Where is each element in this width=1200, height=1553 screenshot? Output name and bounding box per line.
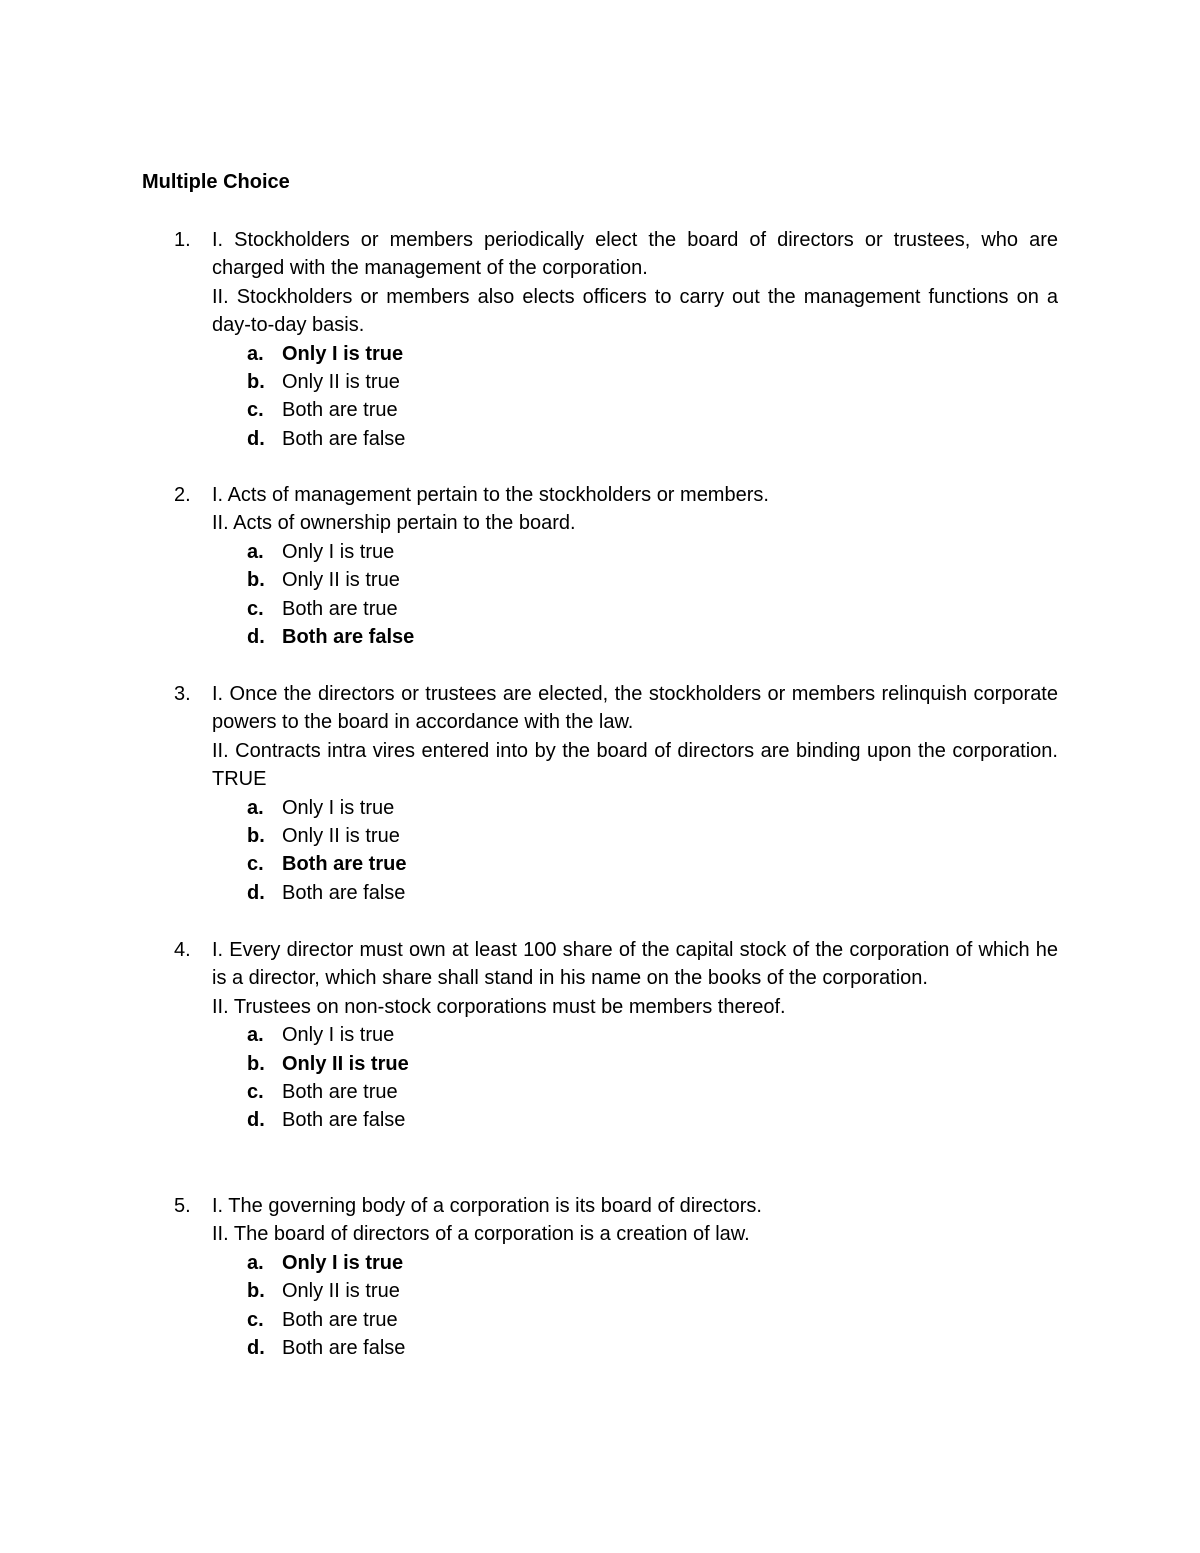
option-letter: d. bbox=[247, 625, 265, 648]
option-text: Both are false bbox=[282, 625, 415, 648]
option-letter: c. bbox=[247, 399, 264, 422]
question-body bbox=[212, 936, 1058, 1135]
option-letter: a. bbox=[247, 1251, 264, 1274]
option-letter: c. bbox=[247, 853, 264, 876]
question-body bbox=[212, 481, 1058, 651]
question-number: 2. bbox=[174, 484, 191, 506]
option-letter: d. bbox=[247, 881, 265, 904]
option-text: Both are true bbox=[282, 597, 398, 620]
option-letter: a. bbox=[247, 540, 264, 563]
statement-two: II. The board of directors of a corporation is a creation of law. bbox=[212, 1223, 750, 1246]
answer-option-d bbox=[212, 1334, 1058, 1362]
answer-option-b bbox=[212, 1050, 1058, 1078]
option-text: Both are true bbox=[282, 1081, 398, 1103]
option-letter: c. bbox=[247, 1081, 264, 1103]
statement-two: II. Stockholders or members also elects officers to carry out the management functions on a day-to-day basis. bbox=[212, 285, 1058, 337]
option-letter: c. bbox=[247, 597, 264, 620]
option-text: Only I is true bbox=[282, 540, 395, 563]
statement-one: I. Every director must own at least 100 share of the capital stock of the corporation of which he is a director, which share shall stand in his name on the books of the corporation. bbox=[212, 939, 1058, 990]
answer-options bbox=[212, 1249, 1058, 1363]
option-letter: d. bbox=[247, 1109, 265, 1132]
option-letter: b. bbox=[247, 825, 265, 848]
question-body bbox=[212, 1192, 1058, 1362]
document-heading: Multiple Choice bbox=[142, 171, 290, 193]
option-letter: b. bbox=[247, 1280, 265, 1303]
answer-option-a bbox=[212, 1249, 1058, 1277]
answer-option-a bbox=[212, 538, 1058, 566]
answer-options bbox=[212, 340, 1058, 454]
answer-option-d bbox=[212, 1106, 1058, 1134]
answer-option-b bbox=[212, 822, 1058, 850]
statement-one: I. The governing body of a corporation is its board of directors. bbox=[212, 1195, 762, 1217]
statement-two: II. Trustees on non-stock corporations must be members thereof. bbox=[212, 995, 786, 1018]
option-text: Only I is true bbox=[282, 1024, 395, 1047]
option-text: Only II is true bbox=[282, 371, 400, 394]
answer-option-b bbox=[212, 566, 1058, 594]
answer-option-d bbox=[212, 879, 1058, 907]
option-text: Only II is true bbox=[282, 1280, 400, 1303]
answer-option-d bbox=[212, 425, 1058, 453]
option-letter: c. bbox=[247, 1308, 264, 1331]
option-letter: d. bbox=[247, 1336, 265, 1359]
option-text: Only II is true bbox=[282, 1052, 409, 1075]
option-letter: d. bbox=[247, 427, 265, 450]
option-text: Both are true bbox=[282, 399, 398, 422]
question-number: 5. bbox=[174, 1195, 191, 1217]
option-text: Both are false bbox=[282, 1336, 406, 1359]
answer-option-c bbox=[212, 1306, 1058, 1334]
statement-one: I. Stockholders or members periodically elect the board of directors or trustees, who are charged with the management of the corporation. bbox=[212, 229, 1058, 280]
option-text: Only II is true bbox=[282, 569, 400, 592]
answer-option-a bbox=[212, 1021, 1058, 1049]
option-text: Only I is true bbox=[282, 1251, 404, 1274]
answer-option-d bbox=[212, 623, 1058, 651]
answer-option-c bbox=[212, 396, 1058, 424]
answer-option-a bbox=[212, 340, 1058, 368]
option-letter: a. bbox=[247, 342, 264, 365]
option-text: Both are true bbox=[282, 1308, 398, 1331]
option-letter: b. bbox=[247, 569, 265, 592]
answer-option-c bbox=[212, 850, 1058, 878]
option-letter: a. bbox=[247, 1024, 264, 1047]
option-letter: a. bbox=[247, 796, 264, 819]
answer-options bbox=[212, 794, 1058, 908]
option-text: Both are false bbox=[282, 1109, 406, 1132]
question-number: 4. bbox=[174, 939, 191, 961]
answer-options bbox=[212, 538, 1058, 652]
option-letter: b. bbox=[247, 371, 265, 394]
option-text: Both are false bbox=[282, 881, 406, 904]
answer-options bbox=[212, 1021, 1058, 1135]
option-text: Only I is true bbox=[282, 796, 395, 819]
option-text: Only II is true bbox=[282, 825, 400, 848]
option-text: Only I is true bbox=[282, 342, 404, 365]
answer-option-b bbox=[212, 1277, 1058, 1305]
statement-one: I. Once the directors or trustees are elected, the stockholders or members relinquish corporate powers to the board in accordance with the law. bbox=[212, 683, 1058, 734]
answer-option-b bbox=[212, 368, 1058, 396]
question-body bbox=[212, 226, 1058, 453]
answer-option-a bbox=[212, 794, 1058, 822]
question-number: 3. bbox=[174, 683, 191, 705]
statement-two: II. Acts of ownership pertain to the board. bbox=[212, 512, 576, 535]
answer-option-c bbox=[212, 595, 1058, 623]
option-text: Both are true bbox=[282, 853, 407, 876]
question-body bbox=[212, 680, 1058, 907]
option-text: Both are false bbox=[282, 427, 406, 450]
statement-two: II. Contracts intra vires entered into by the board of directors are binding upon the corporation. TRUE bbox=[212, 739, 1058, 791]
answer-option-c bbox=[212, 1078, 1058, 1106]
question-number: 1. bbox=[174, 229, 191, 251]
option-letter: b. bbox=[247, 1052, 265, 1075]
statement-one: I. Acts of management pertain to the stockholders or members. bbox=[212, 484, 769, 506]
